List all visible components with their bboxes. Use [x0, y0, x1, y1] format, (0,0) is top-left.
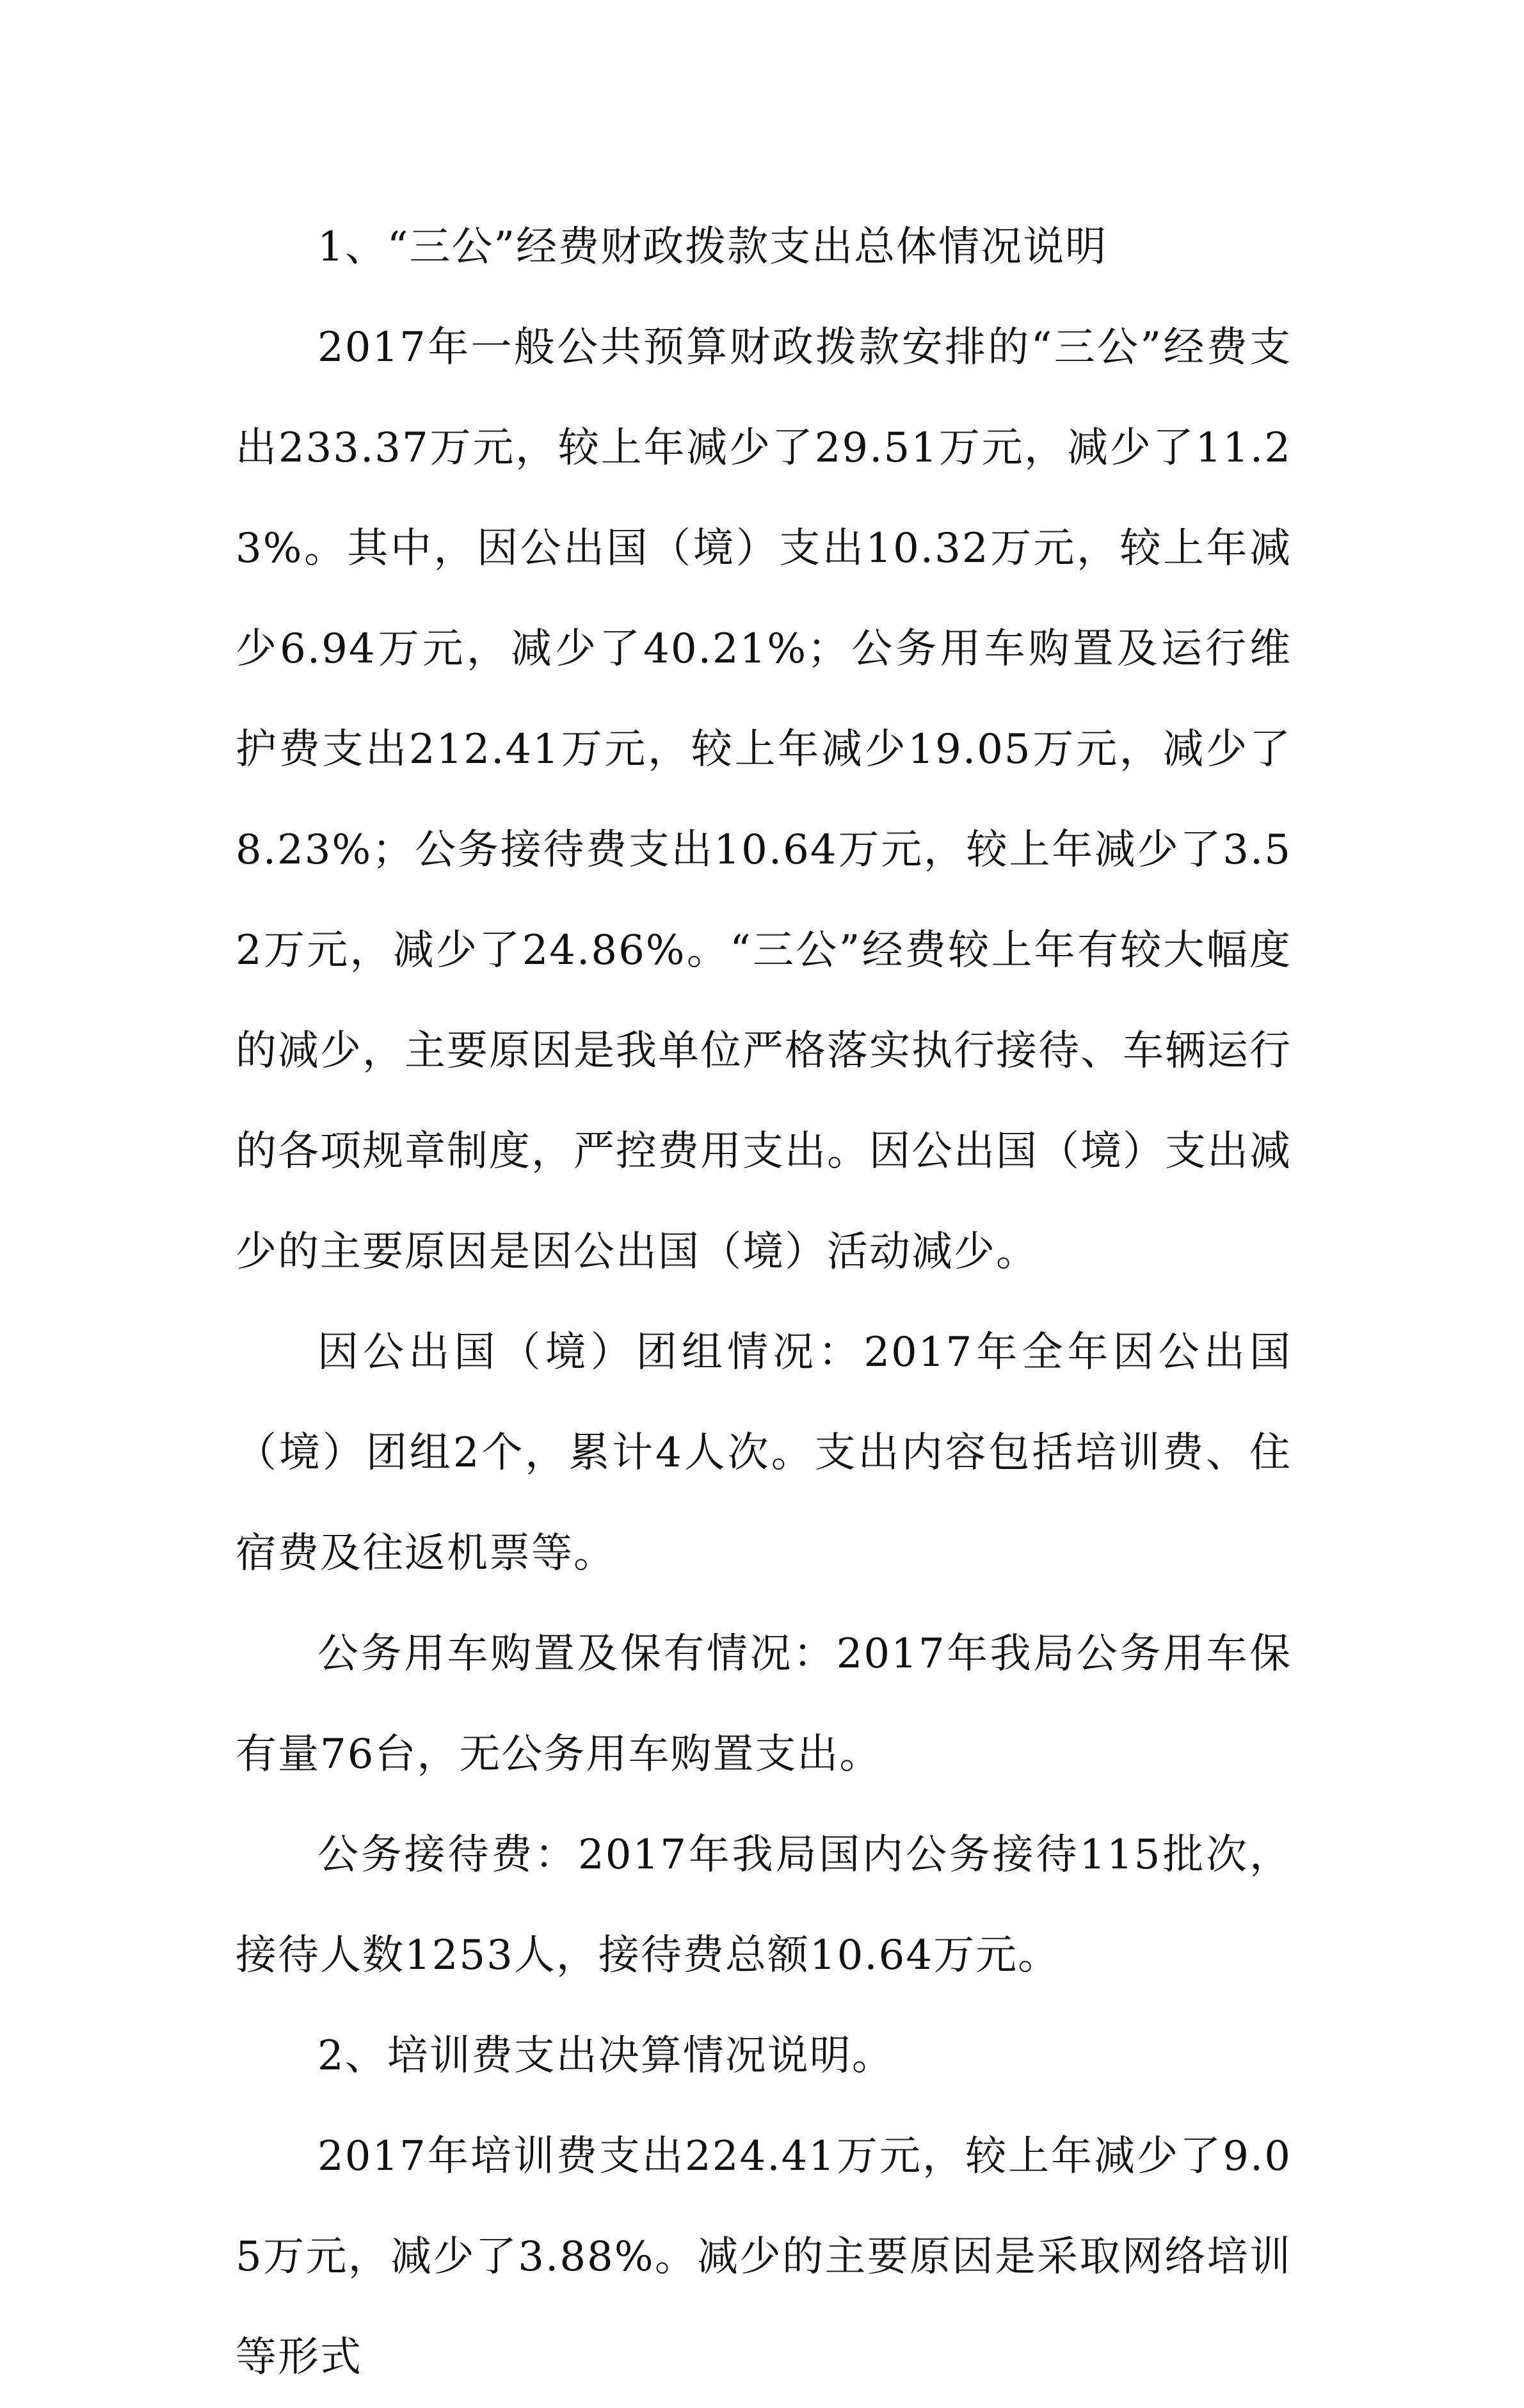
paragraph-reception-expenses: 公务接待费：2017年我局国内公务接待115批次，接待人数1253人，接待费总额10.64万元。 — [236, 1831, 1292, 1979]
paragraph-overseas-groups: 因公出国（境）团组情况：2017年全年因公出国（境）团组2个，累计4人次。支出内容包括培训费、住宿费及往返机票等。 — [236, 1329, 1292, 1577]
section-heading-sangong: 1、“三公”经费财政拨款支出总体情况说明 — [317, 223, 1108, 271]
document-body — [236, 197, 1292, 2408]
paragraph-official-vehicles: 公务用车购置及保有情况：2017年我局公务用车保有量76台，无公务用车购置支出。 — [236, 1630, 1292, 1778]
paragraph-sangong-overview: 2017年一般公共预算财政拨款安排的“三公”经费支出233.37万元，较上年减少了29.51万元，减少了11.23%。其中，因公出国（境）支出10.32万元，较上年减少6.94万元，减少了40.21%；公务用车购置及运行维护费支出212.41万元，较上年减少19.05万元，减少了8.23%；公务接待费支出10.64万元，较上年减少了3.52万元，减少了24.86%。“三公”经费较上年有较大幅度的减少，主要原因是我单位严格落实执行接待、车辆运行的各项规章制度，严控费用支出。因公出国（境）支出减少的主要原因是因公出国（境）活动减少。 — [236, 324, 1292, 1276]
paragraph-training-expenses: 2017年培训费支出224.41万元，较上年减少了9.05万元，减少了3.88%。减少的主要原因是采取网络培训等形式 — [236, 2133, 1292, 2381]
section-heading-training: 2、培训费支出决算情况说明。 — [317, 2032, 894, 2080]
